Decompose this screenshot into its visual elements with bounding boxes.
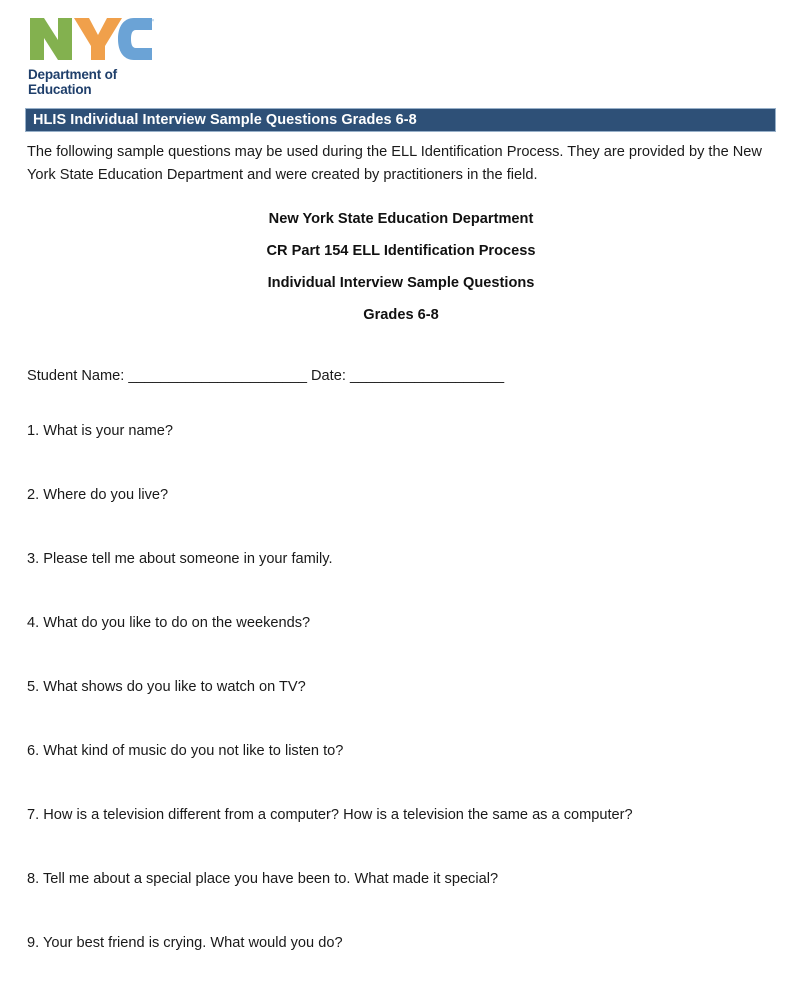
document-header-bar — [25, 108, 776, 132]
question-item: 1. What is your name? — [27, 423, 174, 439]
document-header-title: HLIS Individual Interview Sample Questions Grades 6-8 — [33, 112, 417, 128]
logo-wordmark-line2: Education — [28, 81, 92, 97]
nyc-logo-mark — [28, 14, 156, 64]
student-name-date-line: Student Name: ______________________ Date: ___________________ — [27, 368, 505, 384]
document-body — [27, 141, 772, 996]
logo-wordmark — [28, 68, 188, 97]
title-line-3: Individual Interview Sample Questions — [267, 275, 535, 291]
trademark-symbol: ™ — [148, 19, 154, 25]
question-item: 8. Tell me about a special place you have been to. What made it special? — [27, 871, 499, 887]
intro-paragraph: The following sample questions may be used during the ELL Identification Process. They are provided by the New York State Education Department and were created by practitioners in the field. — [27, 144, 762, 183]
question-item: 4. What do you like to do on the weekends? — [27, 615, 311, 631]
centered-title-block — [27, 203, 775, 331]
title-line-4: Grades 6-8 — [363, 307, 439, 323]
questions-list — [27, 420, 772, 954]
nyc-letters-icon — [28, 14, 156, 64]
logo-wordmark-line1: Department of — [28, 67, 117, 82]
question-item: 3. Please tell me about someone in your family. — [27, 551, 333, 567]
title-line-1: New York State Education Department — [268, 211, 534, 227]
question-item: 9. Your best friend is crying. What would you do? — [27, 935, 343, 951]
question-item: 5. What shows do you like to watch on TV? — [27, 679, 306, 695]
question-item: 7. How is a television different from a computer? How is a television the same as a computer? — [27, 807, 633, 823]
title-line-2: CR Part 154 ELL Identification Process — [266, 243, 536, 259]
nyc-doe-logo — [28, 14, 188, 97]
question-item: 6. What kind of music do you not like to listen to? — [27, 743, 344, 759]
question-item: 2. Where do you live? — [27, 487, 169, 503]
